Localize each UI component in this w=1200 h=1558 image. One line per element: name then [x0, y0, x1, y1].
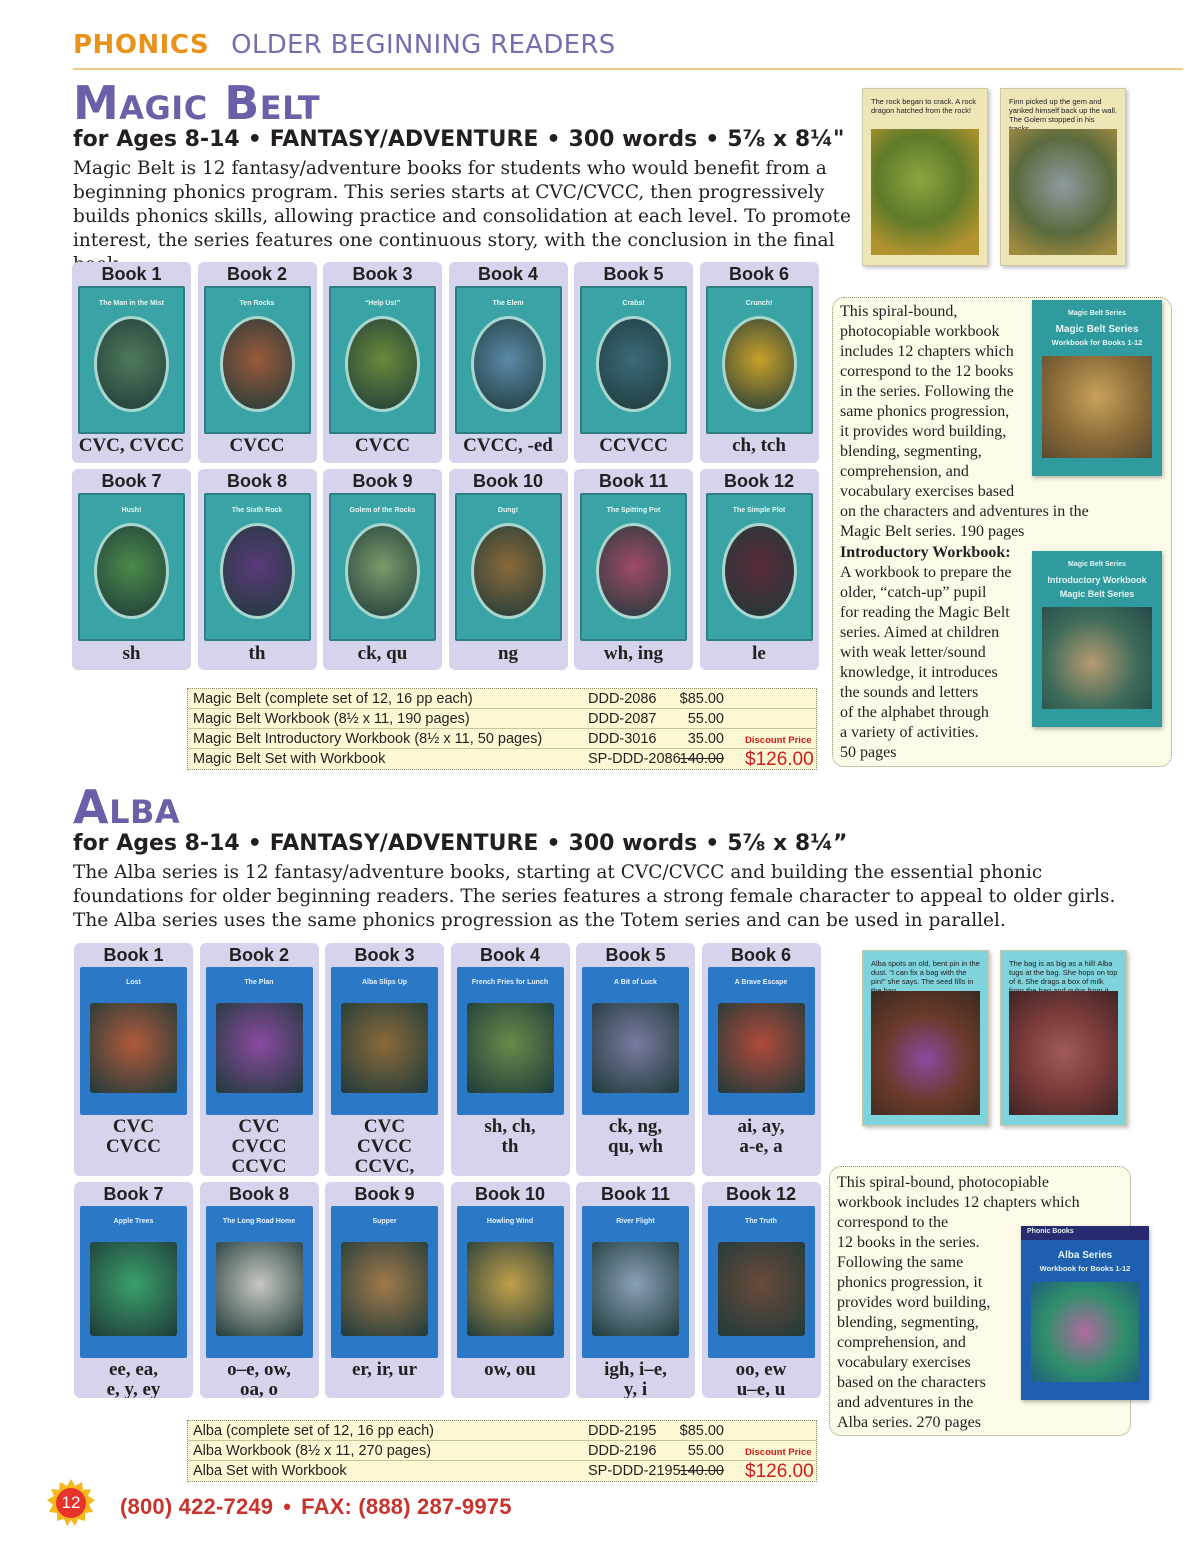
text-line: for reading the Magic Belt — [840, 604, 1010, 621]
book-cover — [204, 493, 311, 641]
book-label: Book 2 — [228, 945, 289, 965]
footer-phone: (800) 422-7249 — [120, 1494, 274, 1519]
wb-subtitle: Workbook for Books 1-12 — [1051, 338, 1143, 347]
book-card — [325, 943, 444, 1176]
text-line: in the series. Following the — [840, 383, 1014, 400]
book-cover — [580, 286, 687, 434]
footer-fax: FAX: (888) 287-9975 — [301, 1494, 512, 1519]
price-code: DDD-2086 — [588, 691, 657, 707]
price-code: DDD-3016 — [588, 731, 657, 747]
book-cover — [204, 286, 311, 434]
alba-wb-illustration — [1031, 1282, 1139, 1382]
price-row — [188, 749, 816, 769]
book-card — [325, 1182, 444, 1398]
golem-illustration — [1009, 129, 1117, 255]
text-line: This spiral-bound, — [840, 303, 958, 320]
book-phonics: CCVC — [231, 1156, 287, 1176]
price-value: 55.00 — [687, 711, 724, 727]
price-desc: Magic Belt Workbook (8½ x 11, 190 pages) — [193, 711, 470, 727]
book-card — [198, 469, 317, 670]
book-cover-illustration — [345, 523, 420, 619]
book-cover-title: The Spitting Pot — [606, 507, 661, 514]
meta-size: 5⅞ x 8¼” — [727, 831, 848, 856]
book-cover-title: Supper — [372, 1218, 397, 1225]
magic-belt-discount-label: Discount Price — [745, 735, 812, 746]
price-desc: Magic Belt Introductory Workbook (8½ x 11, 50 pages) — [193, 731, 543, 747]
book-phonics: ch, tch — [732, 435, 786, 456]
book-cover-illustration — [471, 316, 546, 412]
price-desc: Alba Workbook (8½ x 11, 270 pages) — [193, 1443, 432, 1459]
book-phonics: oo, ew — [735, 1359, 787, 1380]
text-line: older, “catch-up” pupil — [840, 584, 987, 601]
book-card — [700, 469, 819, 670]
book-cover-title: The Elem — [492, 300, 524, 307]
book-card — [574, 469, 693, 670]
book-phonics: le — [752, 643, 766, 664]
price-code: SP-DDD-2195 — [588, 1463, 681, 1479]
book-cover-illustration — [596, 316, 671, 412]
book-cover-title: Apple Trees — [113, 1218, 154, 1225]
book-phonics: CVC — [112, 1116, 155, 1137]
book-card — [72, 262, 191, 463]
book-cover — [329, 493, 436, 641]
text-line: Magic Belt series. 190 pages — [840, 523, 1025, 540]
book-cover-illustration — [90, 1003, 177, 1093]
book-cover-title: Golem of the Rocks — [349, 507, 416, 514]
wb-title: Magic Belt Series — [1055, 324, 1139, 335]
book-cover-title: Howling Wind — [486, 1218, 534, 1225]
book-cover-title: A Bit of Luck — [614, 979, 657, 986]
book-cover-title: Lost — [126, 979, 141, 986]
wb-subtitle: Workbook for Books 1-12 — [1039, 1264, 1131, 1273]
intro-workbook-heading — [840, 543, 1011, 563]
book-cover-illustration — [471, 523, 546, 619]
price-code: DDD-2196 — [588, 1443, 657, 1459]
text-line: with weak letter/sound — [840, 644, 986, 661]
book-label: Book 3 — [354, 945, 415, 965]
book-cover-title: The Plan — [244, 979, 274, 986]
book-cover-illustration — [467, 1242, 554, 1336]
book-cover — [582, 967, 689, 1115]
book-phonics: CVC — [238, 1116, 280, 1137]
header-subcategory: OLDER BEGINNING READERS — [231, 30, 616, 60]
magic-belt-price-table — [187, 688, 817, 770]
book-cover — [708, 967, 815, 1115]
book-cover-illustration — [216, 1003, 303, 1093]
meta-sep: • — [247, 127, 262, 152]
book-label: Book 12 — [723, 471, 795, 491]
book-phonics: wh, ing — [603, 643, 664, 664]
book-cover-title: River Flight — [616, 1218, 655, 1225]
alba-title — [73, 780, 180, 834]
book-card — [702, 1182, 821, 1398]
book-cover-illustration — [94, 316, 169, 412]
price-code: DDD-2087 — [588, 711, 657, 727]
book-cover-illustration — [216, 1242, 303, 1336]
book-card — [323, 262, 442, 463]
text-line: vocabulary exercises based — [840, 483, 1015, 500]
sample-text: Alba spots an old, bent pin in the dust. “I can fix a bag with the pin!” she says. The seed fills in — [871, 959, 980, 986]
text-line: 50 pages — [840, 744, 897, 761]
book-phonics: o–e, ow, — [227, 1359, 291, 1380]
book-label: Book 11 — [600, 1184, 671, 1204]
text-line: it provides word building, — [840, 423, 1007, 440]
book-cover-illustration — [90, 1242, 177, 1336]
price-value: 35.00 — [687, 731, 724, 747]
book-label: Book 3 — [352, 264, 413, 284]
book-phonics: th — [501, 1136, 519, 1157]
book-phonics: CVCC — [355, 435, 410, 456]
book-cover-title: The Sixth Rock — [231, 507, 283, 514]
iwb-series: Magic Belt Series — [1068, 561, 1126, 568]
book-phonics: oa, o — [240, 1379, 278, 1398]
footer-sep: • — [283, 1494, 292, 1519]
book-phonics: CVC, CVCC — [78, 435, 185, 456]
book-cover — [580, 493, 687, 641]
book-label: Book 10 — [474, 1184, 546, 1204]
price-desc: Alba Set with Workbook — [193, 1463, 347, 1479]
text-line: comprehension, and — [840, 463, 969, 480]
book-cover-title: Crunch! — [745, 300, 773, 307]
text-line: knowledge, it introduces — [840, 664, 998, 681]
book-cover-title: French Fries for Lunch — [471, 979, 549, 986]
price-row — [188, 1441, 816, 1461]
intro-workbook-cover — [1032, 551, 1162, 727]
book-cover — [78, 286, 185, 434]
meta-size: 5⅞ x 8¼" — [727, 127, 845, 152]
magic-belt-description: Magic Belt is 12 fantasy/adventure books for students who would benefit from a beginning phonics program. This series starts at CVC/CVCC, then progressively builds phonics skills, allowing practice and consolidation at each level. To promote interest, the series features one continuous story, with the conclusion in the final — [73, 158, 851, 251]
alba-illustration-1 — [871, 991, 980, 1115]
book-label: Book 8 — [226, 471, 287, 491]
book-card — [198, 262, 317, 463]
book-card — [576, 943, 695, 1176]
sample-text: The rock began to crack. A rock dragon hatched from the rock! — [871, 97, 977, 115]
alba-sample-page-2 — [1000, 950, 1127, 1126]
book-label: Book 1 — [101, 264, 162, 284]
book-cover-title: Alba Slips Up — [361, 979, 408, 986]
book-phonics: CVC — [363, 1116, 406, 1137]
sample-text: Finn picked up the gem and yanked himself back up the wall. The Golem stopped in his — [1009, 97, 1117, 124]
book-cover-illustration — [718, 1242, 805, 1336]
book-cover-illustration — [722, 523, 797, 619]
book-cover-illustration — [94, 523, 169, 619]
book-phonics: u–e, u — [736, 1379, 786, 1398]
book-label: Book 7 — [101, 471, 162, 491]
book-phonics: qu, wh — [608, 1136, 663, 1157]
price-value: $85.00 — [679, 1423, 724, 1439]
wb-series: Magic Belt Series — [1068, 310, 1126, 317]
text-line: This spiral-bound, photocopiable — [837, 1174, 1049, 1191]
book-phonics: ow, ou — [484, 1359, 536, 1380]
text-line: A workbook to prepare the — [840, 564, 1012, 581]
book-card — [574, 262, 693, 463]
price-value: 140.00 — [679, 751, 724, 767]
book-cover-illustration — [592, 1003, 679, 1093]
book-phonics: ee, ea, — [108, 1359, 159, 1380]
book-cover — [582, 1206, 689, 1358]
price-row — [188, 729, 816, 749]
header-category: PHONICS — [73, 30, 210, 60]
meta-ages: for Ages 8-14 — [73, 127, 240, 152]
book-label: Book 9 — [354, 1184, 415, 1204]
wb-series: Alba Series — [1057, 1250, 1113, 1261]
book-card — [451, 1182, 570, 1398]
text-line: vocabulary exercises — [837, 1354, 971, 1371]
book-cover-title: Hush! — [121, 507, 142, 514]
meta-sep: • — [546, 831, 561, 856]
book-card — [449, 262, 568, 463]
alba-price-table — [187, 1420, 817, 1482]
book-label: Book 2 — [226, 264, 287, 284]
text-line: of the alphabet through — [840, 704, 989, 721]
book-cover — [457, 1206, 564, 1358]
book-phonics: igh, i–e, — [604, 1359, 667, 1380]
text-line: same phonics progression, — [840, 403, 1010, 420]
book-phonics: CVCC — [229, 435, 285, 456]
meta-genre: FANTASY/ADVENTURE — [269, 127, 539, 152]
book-phonics: ai, ay, — [737, 1116, 785, 1137]
meta-words: 300 words — [568, 127, 698, 152]
alba-sample-page-1 — [862, 950, 989, 1126]
book-card — [72, 469, 191, 670]
text-line: correspond to the 12 books — [840, 363, 1014, 380]
alba-discount-label: Discount Price — [745, 1447, 812, 1458]
book-cover — [78, 493, 185, 641]
book-cover-title: Ten Rocks — [239, 300, 275, 307]
price-value: 140.00 — [679, 1463, 724, 1479]
wb-brand: Phonic Books — [1027, 1228, 1074, 1235]
book-cover — [331, 967, 438, 1115]
book-phonics: CVCC — [106, 1136, 161, 1157]
text-line: comprehension, and — [837, 1334, 966, 1351]
book-label: Book 6 — [730, 945, 791, 965]
text-line: photocopiable workbook — [840, 323, 1000, 340]
iwb-title: Introductory Workbook — [1047, 575, 1147, 585]
book-cover — [329, 286, 436, 434]
text-line: series. Aimed at children — [840, 624, 1000, 641]
meta-sep: • — [247, 831, 262, 856]
book-label: Book 7 — [103, 1184, 164, 1204]
text-line: 12 books in the series. — [837, 1234, 980, 1251]
book-cover-illustration — [220, 316, 295, 412]
alba-workbook-cover — [1021, 1226, 1149, 1400]
book-label: Book 4 — [479, 945, 540, 965]
book-cover-illustration — [718, 1003, 805, 1093]
book-cover-title: “Help Us!” — [364, 300, 401, 307]
book-phonics: CCVCC — [599, 435, 668, 456]
book-cover-illustration — [467, 1003, 554, 1093]
book-cover-title: The Simple Plot — [732, 507, 786, 514]
text-line: provides word building, — [837, 1294, 991, 1311]
book-cover — [455, 493, 562, 641]
price-row — [188, 1461, 816, 1481]
book-cover — [80, 967, 187, 1115]
book-label: Book 5 — [603, 264, 664, 284]
book-label: Book 9 — [352, 471, 413, 491]
page-header — [73, 30, 1183, 70]
book-label: Book 4 — [477, 264, 538, 284]
book-phonics: ck, qu — [357, 643, 408, 664]
book-phonics: e, y, ey — [106, 1379, 161, 1398]
book-cover-title: Dung! — [497, 507, 519, 514]
alba-book-grid — [74, 943, 821, 1398]
book-card — [700, 262, 819, 463]
book-cover-illustration — [596, 523, 671, 619]
text-line: Following the same — [837, 1254, 964, 1271]
price-row — [188, 709, 816, 729]
magic-belt-discount-price: $126.00 — [745, 749, 814, 770]
text-line: includes 12 chapters which — [840, 343, 1014, 360]
book-label: Book 11 — [598, 471, 669, 491]
iwb-subtitle: Magic Belt Series — [1059, 589, 1135, 599]
magic-belt-title-text: Magic Belt — [73, 76, 321, 130]
book-cover-illustration — [722, 316, 797, 412]
price-row — [188, 689, 816, 709]
book-card — [200, 1182, 319, 1398]
intro-workbook-text — [840, 563, 1040, 763]
book-label: Book 6 — [728, 264, 789, 284]
book-phonics: CCVC, — [354, 1156, 415, 1176]
book-cover — [706, 286, 813, 434]
alba-title-text: Alba — [73, 780, 181, 834]
magic-belt-workbook-cover — [1032, 300, 1162, 476]
price-desc: Magic Belt (complete set of 12, 16 pp each) — [193, 691, 473, 707]
price-value: 55.00 — [687, 1443, 724, 1459]
book-phonics: CVCC, -ed — [463, 435, 553, 456]
text-line: the sounds and letters — [840, 684, 979, 701]
book-cover — [80, 1206, 187, 1358]
book-phonics: CVCC — [357, 1136, 412, 1157]
book-cover-title: A Brave Escape — [734, 979, 788, 986]
text-line: blending, segmenting, — [840, 443, 982, 460]
book-phonics: sh, ch, — [484, 1116, 536, 1137]
price-code: DDD-2195 — [588, 1423, 657, 1439]
text-line: based on the characters — [837, 1374, 986, 1391]
book-card — [74, 1182, 193, 1398]
book-cover — [706, 493, 813, 641]
magic-belt-meta — [73, 127, 844, 152]
book-card — [323, 469, 442, 670]
book-card — [451, 943, 570, 1176]
book-label: Book 8 — [228, 1184, 289, 1204]
book-phonics: ck, ng, — [608, 1116, 663, 1137]
price-desc: Alba (complete set of 12, 16 pp each) — [193, 1423, 435, 1439]
book-card — [449, 469, 568, 670]
book-cover-title: The Man in the Mist — [99, 300, 164, 307]
sample-text: The bag is as big as a hill! Alba tugs at the bag. She hops on top of it. She drags a box of milk — [1009, 959, 1118, 986]
magic-belt-sample-page-1 — [862, 88, 988, 266]
book-cover-title: Crabs! — [622, 300, 645, 307]
meta-sep: • — [546, 127, 561, 152]
intro-heading-text: Introductory Workbook: — [840, 544, 1011, 561]
price-desc: Magic Belt Set with Workbook — [193, 751, 386, 767]
meta-genre: FANTASY/ADVENTURE — [269, 831, 539, 856]
text-line: and adventures in the — [837, 1394, 974, 1411]
book-cover — [455, 286, 562, 434]
footer-contact — [120, 1494, 512, 1520]
book-label: Book 10 — [472, 471, 544, 491]
magic-belt-title — [73, 76, 320, 130]
book-cover-illustration — [220, 523, 295, 619]
book-label: Book 1 — [103, 945, 164, 965]
book-cover-title: The Long Road Home — [222, 1218, 296, 1225]
book-cover-illustration — [592, 1242, 679, 1336]
book-card — [200, 943, 319, 1176]
book-phonics: a-e, a — [739, 1136, 783, 1157]
meta-sep: • — [705, 831, 720, 856]
alba-illustration-2 — [1009, 991, 1118, 1115]
book-cover — [206, 1206, 313, 1358]
magic-belt-sample-page-2 — [1000, 88, 1126, 266]
text-line: phonics progression, it — [837, 1274, 983, 1291]
alba-discount-price: $126.00 — [745, 1461, 814, 1482]
text-line: workbook includes 12 chapters which — [837, 1194, 1080, 1211]
book-cover — [457, 967, 564, 1115]
page-number: 12 — [61, 1493, 81, 1512]
text-line: on the characters and adventures in the — [840, 503, 1089, 520]
text-line: correspond to the — [837, 1214, 949, 1231]
book-cover — [331, 1206, 438, 1358]
book-cover — [206, 967, 313, 1115]
price-value: $85.00 — [679, 691, 724, 707]
price-row — [188, 1421, 816, 1441]
book-phonics: CVCC — [231, 1136, 287, 1157]
book-card — [702, 943, 821, 1176]
text-line: blending, segmenting, — [837, 1314, 979, 1331]
price-code: SP-DDD-2086 — [588, 751, 681, 767]
book-label: Book 12 — [725, 1184, 797, 1204]
book-cover — [708, 1206, 815, 1358]
dragon-illustration — [871, 129, 979, 255]
book-phonics: sh — [122, 643, 141, 664]
text-line: a variety of activities. — [840, 724, 979, 741]
dog-illustration — [1042, 607, 1152, 709]
book-phonics: ng — [497, 643, 519, 664]
magic-belt-book-grid — [72, 262, 819, 670]
alba-description: The Alba series is 12 fantasy/adventure books, starting at CVC/CVCC and building the essential phonic foundations for older beginning readers. The series features a strong female character to appeal to older girls. The Alba series uses the same phonics progression as the Totem series and can be used in parallel. — [73, 862, 1116, 931]
book-phonics: th — [248, 643, 266, 664]
map-illustration — [1042, 356, 1152, 458]
book-label: Book 5 — [605, 945, 666, 965]
book-cover-illustration — [345, 316, 420, 412]
meta-words: 300 words — [568, 831, 698, 856]
meta-sep: • — [705, 127, 720, 152]
book-phonics: y, i — [623, 1379, 648, 1398]
book-card — [74, 943, 193, 1176]
book-card — [576, 1182, 695, 1398]
alba-meta — [73, 831, 847, 856]
book-cover-illustration — [341, 1003, 428, 1093]
text-line: Alba series. 270 pages — [837, 1414, 981, 1431]
meta-ages: for Ages 8-14 — [73, 831, 240, 856]
book-phonics: er, ir, ur — [351, 1359, 418, 1380]
book-cover-illustration — [341, 1242, 428, 1336]
book-cover-title: The Truth — [745, 1218, 777, 1225]
